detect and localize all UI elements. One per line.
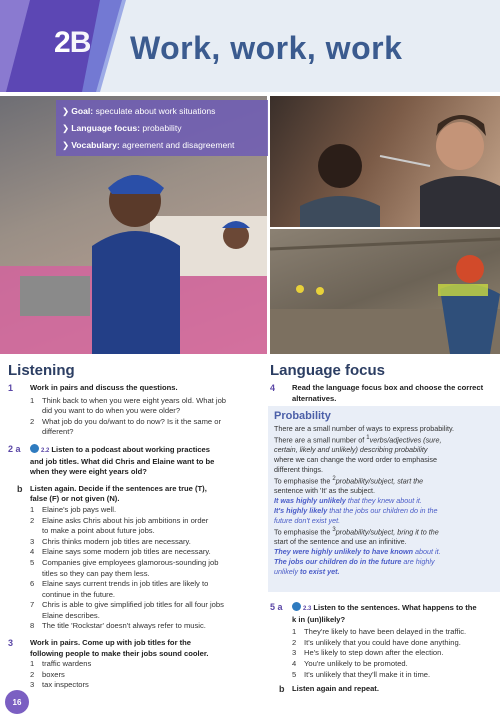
exercise-5b: b Listen again and repeat. — [279, 684, 379, 695]
unit-header — [0, 0, 500, 92]
language-focus-heading: Language focus — [270, 362, 386, 379]
unit-goals-box — [56, 100, 268, 156]
goal-row: ❯ Goal: speculate about work situations — [62, 106, 216, 116]
list-item: 3 tax inspectors — [30, 680, 89, 690]
list-item: 1 Think back to when you were eight years old. What job did you want to do when you were older? — [30, 395, 227, 416]
unit-label: 2B — [54, 26, 91, 59]
audio-icon[interactable] — [292, 602, 301, 611]
list-item: 6 Elaine says current trends in job titles are likely to continue in the future. — [30, 579, 209, 599]
exercise-2a: 2 a 2.2 Listen to a podcast about working practices and job titles. What did Chris and Elaine want to be when they were eight years old? — [8, 443, 215, 477]
probability-box — [268, 406, 500, 592]
listening-heading: Listening — [8, 362, 75, 379]
audio-icon[interactable] — [30, 444, 39, 453]
list-item: 1 Elaine's job pays well. — [30, 504, 117, 514]
page-title: Work, work, work — [130, 30, 403, 66]
goal-row: ❯ Language focus: probability — [62, 123, 182, 133]
photo-construction-worker — [270, 229, 500, 354]
exercise-5a: 5 a 2.3 Listen to the sentences. What happens to the k in (un)likely? — [270, 602, 477, 624]
list-item: 4 You're unlikely to be promoted. — [292, 658, 408, 668]
exercise-1: 1 Work in pairs and discuss the questions. — [8, 383, 178, 393]
list-item: 5 Companies give employees glamorous-sounding job titles so they can pay them less. — [30, 557, 219, 578]
list-item: 2 Elaine asks Chris about his job ambitions in order to make a point about future jobs. — [30, 515, 209, 536]
list-item: 3 Chris thinks modern job titles are necessary. — [30, 536, 191, 546]
list-item: 5 It's unlikely that they'll make it in time. — [292, 669, 431, 679]
page-number: 16 — [5, 690, 29, 714]
exercise-3: 3 Work in pairs. Come up with job titles for the following people to make their jobs sound cooler. — [8, 638, 209, 658]
goal-row: ❯ Vocabulary: agreement and disagreement — [62, 140, 235, 150]
list-item: 2 boxers — [30, 669, 65, 679]
list-item: 4 Elaine says some modern job titles are necessary. — [30, 547, 211, 557]
box-body: There are a small number of ways to express probability. There are a small number of $^1$verbs/adjectives (sure, certain, likely and unlikely) describing probability where we can change the word order to emphasise different things. To emphasise the $^2$probability/subject, start the sentence with 'It' as the subject. It was highly unlikely that they knew about it. It's highly likely that the jobs our children do in the future don't exist yet. To emphasise the $^3$probability/subject, bring it to the start of the sentence and use an infinitive. They were highly unlikely to have known about it. The jobs our children do in the future are highly unlikely to exist yet. — [274, 424, 455, 576]
list-item: 2 It's unlikely that you could have done anything. — [292, 637, 461, 647]
list-item: 1 They're likely to have been delayed in the traffic. — [292, 627, 467, 637]
list-item: 1 traffic wardens — [30, 659, 92, 669]
exercise-5 — [270, 602, 498, 695]
exercise-4: 4 Read the language focus box and choose the correct alternatives. — [270, 383, 484, 403]
exercise-2b: b Listen again. Decide if the sentences are true (T), false (F) or not given (N). — [17, 483, 207, 504]
box-title: Probability — [274, 410, 331, 422]
list-item: 8 The title 'Rockstar' doesn't always refer to music. — [30, 621, 206, 631]
list-item: 2 What job do you do/want to do now? Is it the same or different? — [30, 416, 221, 437]
photo-barber — [270, 96, 500, 227]
list-item: 3 He's likely to step down after the election. — [292, 648, 444, 658]
list-item: 7 Chris is able to give simplified job titles for all four jobs Elaine describes. — [30, 600, 224, 620]
listening-column — [8, 383, 263, 691]
